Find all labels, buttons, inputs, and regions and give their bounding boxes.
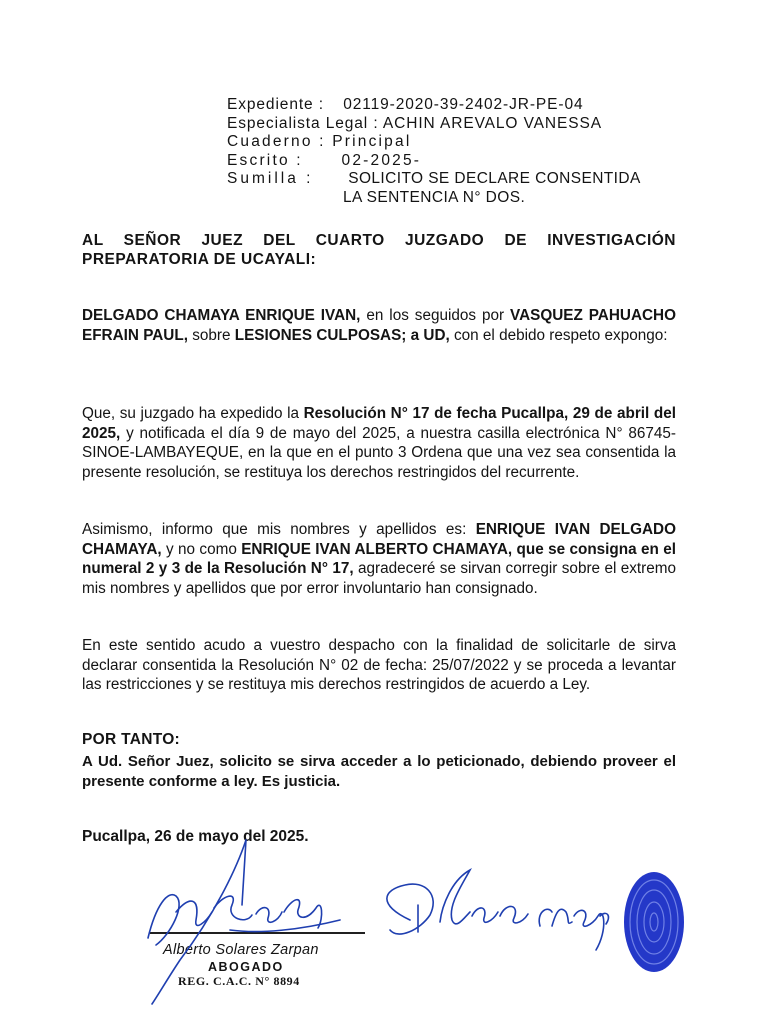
address-line-1: AL SEÑOR JUEZ DEL CUARTO JUZGADO DE INVESTIGACIÓN <box>82 232 676 249</box>
correct-name: ENRIQUE IVAN DELGADO CHAMAYA, <box>82 521 676 558</box>
paragraph-3: En este sentido acudo a vuestro despacho con la finalidad de solicitarle de sirva declarar consentida la Resolución N° 02 de fecha: 25/07/2022 y se proceda a levantar las restricciones y se restituya mis derechos restringidos de acuerdo a Ley. <box>82 637 676 694</box>
sumilla-line-1: SOLICITO SE DECLARE CONSENTIDA <box>348 170 641 187</box>
case-matter: LESIONES CULPOSAS; <box>234 326 407 344</box>
sumilla-line-2: LA SENTENCIA N° DOS. <box>343 188 526 206</box>
para2-text-3: agradeceré se sirvan corregir sobre el extremo mis nombres y apellidos que por error involuntario han consignado. <box>82 560 676 597</box>
resolution-reference: Resolución N° 17 de fecha Pucallpa, 29 de abril del 2025, <box>82 405 677 442</box>
petitioner-name: DELGADO CHAMAYA ENRIQUE IVAN, <box>82 307 361 324</box>
incorrect-name: ENRIQUE IVAN ALBERTO CHAMAYA, que se consigna en el numeral 2 y 3 de la Resolución N° 17, <box>82 540 676 578</box>
por-tanto-body: A Ud. Señor Juez, solicito se sirva acceder a lo peticionado, debiendo proveer el presente conforme a ley. Es justicia. <box>82 753 676 790</box>
expediente-label: Expediente : <box>227 96 324 113</box>
cuaderno-label: Cuaderno : <box>227 133 326 150</box>
address-line-2: PREPARATORIA DE UCAYALI: <box>82 251 317 268</box>
para1-text-1: Que, su juzgado ha expedido la <box>82 405 304 422</box>
intro-text-4: con el debido respeto expongo: <box>449 326 668 344</box>
especialista-label: Especialista Legal : <box>227 114 379 132</box>
opposing-party: VASQUEZ PAHUACHO EFRAIN PAUL, <box>82 307 676 344</box>
lawyer-name: Alberto Solares Zarpan <box>163 942 319 958</box>
para1-text-2: y notificada el día 9 de mayo del 2025, a nuestra casilla electrónica N° 86745-SINOE-LAMBAYEQUE, en la que en el punto 3 Ordena que una vez sea consentida la presente resolución, se restituya los derechos restringidos del recurrente. <box>82 424 676 481</box>
intro-text-2: sobre <box>187 326 235 344</box>
lawyer-registration: REG. C.A.C. N° 8894 <box>178 974 300 988</box>
lawyer-role: ABOGADO <box>208 960 284 974</box>
lawyer-signature <box>148 840 340 1004</box>
intro-text-1: en los seguidos por <box>360 307 510 324</box>
especialista-value: ACHIN AREVALO VANESSA <box>382 114 602 132</box>
por-tanto-heading: POR TANTO: <box>82 731 181 748</box>
client-signature <box>387 870 609 950</box>
para2-text-1: Asimismo, informo que mis nombres y apellidos es: <box>82 521 476 538</box>
cuaderno-value: Principal <box>332 133 412 150</box>
escrito-label: Escrito : <box>227 151 303 169</box>
closing-date: Pucallpa, 26 de mayo del 2025. <box>82 828 309 845</box>
para2-text-2: y no como <box>161 540 242 558</box>
escrito-value: 02-2025- <box>341 151 422 169</box>
expediente-value: 02119-2020-39-2402-JR-PE-04 <box>343 96 584 113</box>
sumilla-label: Sumilla : <box>227 170 314 187</box>
fingerprint <box>624 872 684 972</box>
addressee: a UD, <box>410 326 450 344</box>
